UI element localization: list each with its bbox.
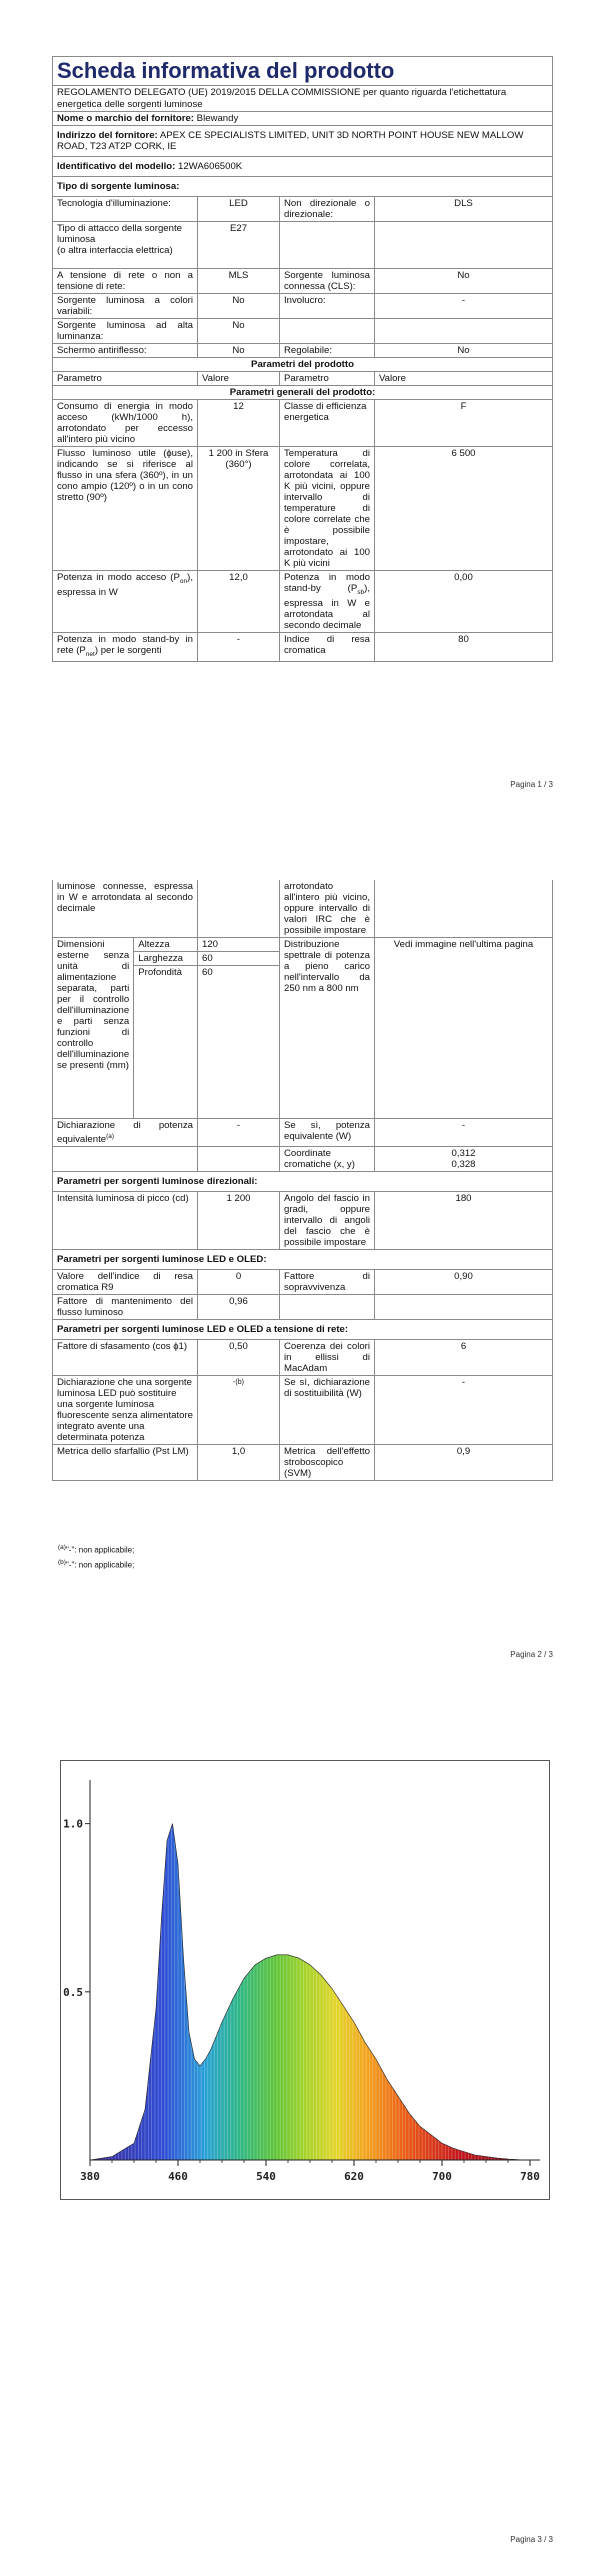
cell-value: 1 200 xyxy=(198,1192,280,1250)
table-row xyxy=(53,938,553,1119)
cell-label: Tecnologia d'illuminazione: xyxy=(53,197,198,222)
cell-value: 0,96 xyxy=(198,1295,280,1320)
x-tick-label: 700 xyxy=(432,2170,452,2183)
table-row xyxy=(53,1147,553,1172)
cell-value xyxy=(375,1295,553,1320)
cell-value: E27 xyxy=(198,222,280,269)
cell-label xyxy=(280,571,375,633)
coord-y: 0,328 xyxy=(451,1159,476,1171)
y-tick-label: 1.0 xyxy=(63,1817,83,1831)
supplier-row xyxy=(53,112,553,126)
table-row xyxy=(53,571,553,633)
table-row xyxy=(53,880,553,938)
model-row xyxy=(53,157,553,177)
directional-header: Parametri per sorgenti luminose direzionali: xyxy=(53,1172,553,1192)
cell-value: - xyxy=(375,1376,553,1445)
cell-label: Coerenza dei colori in ellissi di MacAdam xyxy=(280,1340,375,1376)
cell-value: - xyxy=(375,1119,553,1147)
cell-label xyxy=(53,222,198,269)
spectrum-chart xyxy=(60,1760,550,2200)
cell-label xyxy=(53,571,198,633)
address-label: Indirizzo del fornitore: xyxy=(57,130,158,141)
cell-value: MLS xyxy=(198,269,280,294)
cell-value: LED xyxy=(198,197,280,222)
cell-label: Involucro: xyxy=(280,294,375,319)
label-part: Potenza in modo stand-by in rete (P xyxy=(57,633,193,656)
cell-label: Non direzionale o direzionale: xyxy=(280,197,375,222)
cell-value xyxy=(198,1147,280,1172)
footnote-dash: "-" xyxy=(65,1560,75,1570)
dimensions-values xyxy=(198,938,280,1119)
cell-value: - xyxy=(198,1119,280,1147)
table-row xyxy=(53,1376,553,1445)
supplier-label: Nome o marchio del fornitore: xyxy=(57,113,194,124)
x-tick-label: 380 xyxy=(80,2170,100,2183)
col-header-param2: Parametro xyxy=(280,372,375,386)
cell-label: Angolo del fascio in gradi, oppure intervallo di angoli del fascio che è possibile impostare xyxy=(280,1192,375,1250)
address-row xyxy=(53,126,553,157)
cell-label: Indice di resa cromatica xyxy=(280,632,375,661)
coord-x: 0,312 xyxy=(451,1148,476,1160)
cell-value: 6 500 xyxy=(375,447,553,571)
cell-label: Dichiarazione che una sorgente luminosa LED può sostituire una sorgente luminosa fluorescente senza alimentatore integrato avente una determinata potenza xyxy=(53,1376,198,1445)
cell-value: 0,90 xyxy=(375,1270,553,1295)
table-row xyxy=(53,1340,553,1376)
page-title: Scheda informativa del prodotto xyxy=(53,57,553,86)
cell-label: Schermo antiriflesso: xyxy=(53,344,198,358)
cell-value: 0,00 xyxy=(375,571,553,633)
general-params-header: Parametri generali del prodotto: xyxy=(53,386,553,400)
cell-label-line: Tipo di attacco della sorgente luminosa xyxy=(57,223,182,245)
label-part: ) per le sorgenti xyxy=(94,644,162,656)
dimensions-label: Dimensioni esterne senza unità di alimentazione separata, parti per il controllo dell'illuminazione e parti senza funzioni di controllo dell'illuminazione se presenti (mm) xyxy=(53,938,134,1118)
col-header-param: Parametro xyxy=(53,372,198,386)
cell-value: No xyxy=(375,269,553,294)
footnote-mark: (a) xyxy=(58,1544,66,1551)
cell-label: Se sì, potenza equivalente (W) xyxy=(280,1119,375,1147)
cell-value xyxy=(375,1147,553,1172)
x-tick-label: 540 xyxy=(256,2170,276,2183)
table-row xyxy=(53,1445,553,1481)
cell-label: Sorgente luminosa connessa (CLS): xyxy=(280,269,375,294)
cell-value: 180 xyxy=(375,1192,553,1250)
cell-value: 80 xyxy=(375,632,553,661)
cell-value: F xyxy=(375,400,553,447)
label-part: Potenza in modo stand-by (P xyxy=(284,572,370,594)
cell-label xyxy=(53,1119,198,1147)
regulation-rest: per quanto riguarda l'etichettatura energetica delle sorgenti luminose xyxy=(57,87,507,110)
label-part: ), espressa in W e arrotondata al secondo decimale xyxy=(284,583,370,631)
cell-label: luminose connesse, espressa in W e arrotondata al secondo decimale xyxy=(53,880,198,938)
page-1 xyxy=(0,0,603,820)
col-header-value2: Valore xyxy=(375,372,553,386)
label-subscript: net xyxy=(85,650,95,658)
cell-value: No xyxy=(198,294,280,319)
dimension-name: Altezza xyxy=(134,938,197,952)
dimension-name: Larghezza xyxy=(134,952,197,966)
table-row xyxy=(53,319,553,344)
cell-label: Temperatura di colore correlata, arrotondata ai 100 K più vicini, oppure intervallo di temperature di colore correlate che è possibile impostare, arrotondato ai 100 K più vicini xyxy=(280,447,375,571)
cell-label: Fattore di sopravvivenza xyxy=(280,1270,375,1295)
cell-value xyxy=(198,880,280,938)
address-value: APEX CE SPECIALISTS LIMITED, UNIT 3D NORTH POINT HOUSE NEW MALLOW ROAD, T23 AT2P CORK, IE xyxy=(57,130,524,152)
cell-label-line: (o altra interfaccia elettrica) xyxy=(57,245,173,256)
table-row xyxy=(53,1295,553,1320)
footnote xyxy=(58,1542,134,1557)
cell-label: Classe di efficienza energetica xyxy=(280,400,375,447)
model-value: 12WA606500K xyxy=(178,161,243,172)
cell-value: No xyxy=(198,344,280,358)
dimension-name: Profondità xyxy=(138,967,182,978)
cell-label: Metrica dell'effetto stroboscopico (SVM) xyxy=(280,1445,375,1481)
footnote-text: : non applicabile; xyxy=(74,1560,135,1570)
dimension-value: 120 xyxy=(198,938,279,952)
x-tick-label: 460 xyxy=(168,2170,188,2183)
model-label: Identificativo del modello: xyxy=(57,161,176,172)
cell-value: 1,0 xyxy=(198,1445,280,1481)
cell-label: arrotondato all'intero più vicino, oppure intervallo di valori IRC che è possibile impostare xyxy=(280,880,375,938)
cell-label: Fattore di mantenimento del flusso luminoso xyxy=(53,1295,198,1320)
cell-value: No xyxy=(198,319,280,344)
table-row xyxy=(53,294,553,319)
cell-value: -(b) xyxy=(198,1376,280,1445)
page-number: Pagina 1 / 3 xyxy=(510,780,553,789)
table-row xyxy=(53,632,553,661)
footnote-mark: (b) xyxy=(58,1558,66,1566)
table-row xyxy=(53,1192,553,1250)
cell-value: 0 xyxy=(198,1270,280,1295)
x-tick-label: 620 xyxy=(344,2170,364,2183)
page-number: Pagina 3 / 3 xyxy=(510,2535,553,2544)
label-superscript: (a) xyxy=(106,1133,115,1140)
cell-value: 0,50 xyxy=(198,1340,280,1376)
cell-value: DLS xyxy=(375,197,553,222)
column-headers xyxy=(53,372,553,386)
label-subscript: sb xyxy=(357,588,365,596)
product-info-table-p1 xyxy=(52,56,553,662)
footnote xyxy=(58,1557,134,1572)
label-part: Dichiarazione di potenza equivalente xyxy=(57,1120,193,1146)
y-tick-label: 0.5 xyxy=(63,1985,83,1999)
cell-label: Flusso luminoso utile (ɸuse), indicando se si riferisce al flusso in una sfera (360º), in un cono ampio (120º) o in un cono stretto (90º) xyxy=(53,447,198,571)
cell-label: Valore dell'indice di resa cromatica R9 xyxy=(53,1270,198,1295)
table-row xyxy=(53,222,553,269)
cell-value: - xyxy=(198,632,280,661)
x-tick-label: 780 xyxy=(520,2170,540,2183)
table-row xyxy=(53,1119,553,1147)
cell-label xyxy=(280,319,375,344)
cell-label xyxy=(53,632,198,661)
table-row xyxy=(53,344,553,358)
label-part: ), espressa in W xyxy=(57,572,193,598)
table-row xyxy=(53,400,553,447)
cell-label: Sorgente luminosa a colori variabili: xyxy=(53,294,198,319)
cell-value: No xyxy=(375,344,553,358)
table-row xyxy=(53,269,553,294)
cell-label xyxy=(53,1147,198,1172)
cell-label: Consumo di energia in modo acceso (kWh/1000 h), arrotondato per eccesso all'intero più vicino xyxy=(53,400,198,447)
led-mains-header: Parametri per sorgenti luminose LED e OLED a tensione di rete: xyxy=(53,1320,553,1340)
cell-label: Se sì, dichiarazione di sostituibilità (W) xyxy=(280,1376,375,1445)
cell-label: Coordinate cromatiche (x, y) xyxy=(280,1147,375,1172)
label-subscript: on xyxy=(179,577,188,585)
table-row xyxy=(53,447,553,571)
footnote-text: : non applicabile; xyxy=(74,1545,135,1555)
cell-value xyxy=(375,319,553,344)
label-part: Potenza in modo acceso (P xyxy=(57,572,180,583)
regulation-bold: REGOLAMENTO DELEGATO (UE) 2019/2015 DELLA COMMISSIONE xyxy=(57,87,361,98)
page-2 xyxy=(0,880,603,1670)
cell-value: 12,0 xyxy=(198,571,280,633)
cell-value: 0,9 xyxy=(375,1445,553,1481)
cell-label: Distribuzione spettrale di potenza a pieno carico nell'intervallo da 250 nm a 800 nm xyxy=(280,938,375,1119)
cell-value: Vedi immagine nell'ultima pagina xyxy=(375,938,553,1119)
dimension-value: 60 xyxy=(198,952,279,966)
cell-value: 6 xyxy=(375,1340,553,1376)
cell-value: - xyxy=(375,294,553,319)
footnotes xyxy=(58,1542,134,1571)
cell-label xyxy=(280,222,375,269)
led-header: Parametri per sorgenti luminose LED e OLED: xyxy=(53,1250,553,1270)
cell-value xyxy=(375,222,553,269)
cell-value: 12 xyxy=(198,400,280,447)
dimensions-table xyxy=(53,938,197,1118)
cell-value: 1 200 in Sfera (360°) xyxy=(198,447,280,571)
cell-label: Sorgente luminosa ad alta luminanza: xyxy=(53,319,198,344)
table-row xyxy=(53,197,553,222)
supplier-value: Blewandy xyxy=(196,113,239,124)
page-number: Pagina 2 / 3 xyxy=(510,1650,553,1659)
cell-label: Fattore di sfasamento (cos ɸ1) xyxy=(53,1340,198,1376)
cell-label: Intensità luminosa di picco (cd) xyxy=(53,1192,198,1250)
product-params-header: Parametri del prodotto xyxy=(53,358,553,372)
footnote-dash: "-" xyxy=(65,1545,75,1555)
cell-label: A tensione di rete o non a tensione di rete: xyxy=(53,269,198,294)
cell-value xyxy=(375,880,553,938)
page-3 xyxy=(0,1720,603,2560)
cell-label xyxy=(280,1295,375,1320)
table-row xyxy=(53,1270,553,1295)
col-header-value: Valore xyxy=(198,372,280,386)
dimension-value: 60 xyxy=(202,967,213,978)
source-type-header: Tipo di sorgente luminosa: xyxy=(53,177,553,197)
regulation-text xyxy=(53,86,553,112)
product-info-table-p2 xyxy=(52,880,553,1481)
cell-label: Metrica dello sfarfallio (Pst LM) xyxy=(53,1445,198,1481)
cell-label: Regolabile: xyxy=(280,344,375,358)
dimensions-cell xyxy=(53,938,198,1119)
